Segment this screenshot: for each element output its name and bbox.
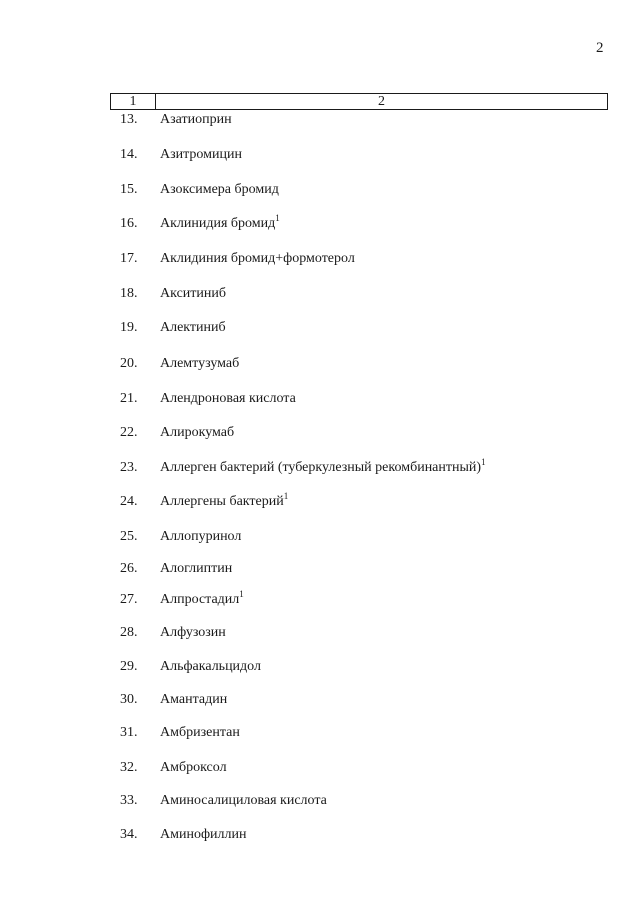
item-number: 16. — [120, 216, 138, 231]
table-header-col1: 1 — [111, 94, 156, 109]
item-number: 20. — [120, 356, 138, 371]
item-name: Альфакальцидол — [160, 659, 261, 674]
item-name: Алектиниб — [160, 320, 226, 335]
item-number: 17. — [120, 251, 138, 266]
item-number: 24. — [120, 494, 138, 509]
item-number: 34. — [120, 827, 138, 842]
item-name: Алемтузумаб — [160, 356, 240, 371]
item-number: 14. — [120, 147, 138, 162]
item-name: Амбризентан — [160, 725, 240, 740]
item-number: 28. — [120, 625, 138, 640]
footnote-mark: 1 — [481, 457, 486, 467]
item-number: 27. — [120, 592, 138, 607]
item-number: 15. — [120, 182, 138, 197]
footnote-mark: 1 — [239, 589, 244, 599]
item-number: 21. — [120, 391, 138, 406]
item-number: 33. — [120, 793, 138, 808]
item-number: 31. — [120, 725, 138, 740]
item-name: Аллерген бактерий (туберкулезный рекомбинантный)$^1$ — [160, 457, 486, 475]
item-name: Аллергены бактерий$^1$ — [160, 491, 289, 509]
item-name: Азоксимера бромид — [160, 182, 279, 197]
item-name: Аминофиллин — [160, 827, 247, 842]
item-name: Аклинидия бромид$^1$ — [160, 213, 280, 231]
item-name: Акситиниб — [160, 286, 226, 301]
table-header-col2: 2 — [378, 94, 385, 109]
item-name: Алоглиптин — [160, 561, 233, 576]
item-name: Амантадин — [160, 692, 228, 707]
item-name: Аллопуринол — [160, 529, 242, 544]
item-name: Алендроновая кислота — [160, 391, 296, 406]
item-number: 22. — [120, 425, 138, 440]
item-number: 13. — [120, 112, 138, 127]
item-name: Азатиоприн — [160, 112, 232, 127]
item-name: Алирокумаб — [160, 425, 235, 440]
footnote-mark: 1 — [275, 213, 280, 223]
item-name: Алпростадил$^1$ — [160, 589, 244, 607]
item-number: 32. — [120, 760, 138, 775]
item-number: 25. — [120, 529, 138, 544]
item-name: Аклидиния бромид+формотерол — [160, 251, 355, 266]
item-name: Амброксол — [160, 760, 227, 775]
item-number: 19. — [120, 320, 138, 335]
item-number: 23. — [120, 460, 138, 475]
item-name: Аминосалициловая кислота — [160, 793, 327, 808]
page-number: 2 — [596, 40, 604, 56]
item-number: 29. — [120, 659, 138, 674]
item-number: 30. — [120, 692, 138, 707]
item-name: Алфузозин — [160, 625, 226, 640]
item-name: Азитромицин — [160, 147, 242, 162]
item-number: 26. — [120, 561, 138, 576]
item-number: 18. — [120, 286, 138, 301]
footnote-mark: 1 — [283, 491, 289, 501]
